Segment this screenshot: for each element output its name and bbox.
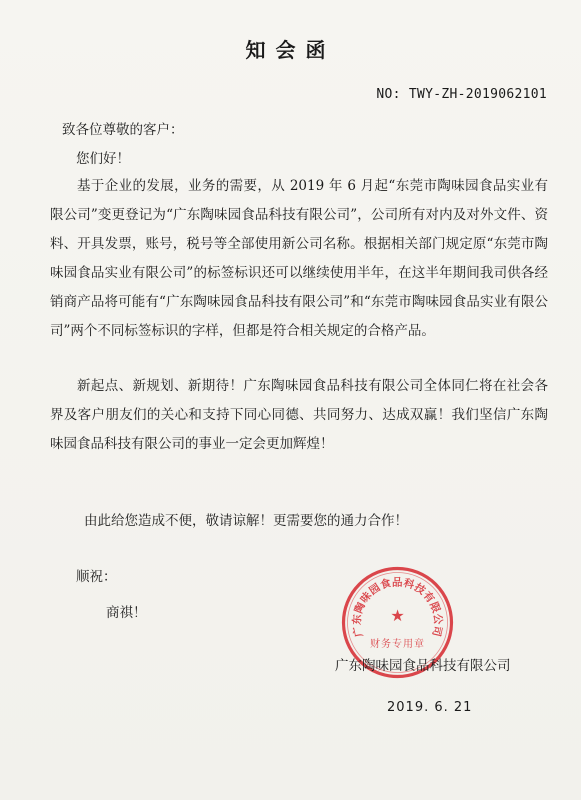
closing-line-1: 顺祝：: [76, 569, 117, 585]
body-paragraph-2: 新起点、新规划、新期待！广东陶味园食品科技有限公司全体同仁将在社会各界及客户朋友们的关心和支持下同心同德、共同努力、达成双赢！我们坚信广东陶味园食品科技有限公司的事业一定会更加辉煌！: [50, 378, 548, 452]
signature-company: 广东陶味园食品科技有限公司: [335, 658, 511, 674]
document-number: NO: TWY-ZH-2019062101: [376, 87, 547, 102]
signature-date: 2019. 6. 21: [387, 700, 473, 715]
salutation: 致各位尊敬的客户：: [62, 122, 184, 138]
closing-line-2: 商祺！: [106, 605, 147, 621]
greeting: 您们好！: [76, 151, 130, 167]
body-paragraph-1: 基于企业的发展，业务的需要，从 2019 年 6 月起“东莞市陶味园食品实业有限公司”变更登记为“广东陶味园食品科技有限公司”，公司所有对内及对外文件、资料、开具发票，账号，税号等全部使用新公司名称。根据相关部门规定原“东莞市陶味园食品实业有限公司”的标签标识还可以继续使用半年，在这半年期间我司供各经销商产品将可能有“广东陶味园食品科技有限公司”和“东莞市陶味园食品实业有限公司”两个不同标签标识的字样，但都是符合相关规定的合格产品。: [50, 178, 548, 339]
document-title: 知会函: [245, 38, 336, 62]
svg-text:★: ★: [390, 606, 405, 625]
seal-ring-text: 广东陶味园食品科技有限公司: [351, 576, 444, 638]
seal-center-text: 财务专用章: [370, 639, 425, 650]
apology-line: 由此给您造成不便，敬请谅解！更需要您的通力合作！: [84, 513, 408, 529]
